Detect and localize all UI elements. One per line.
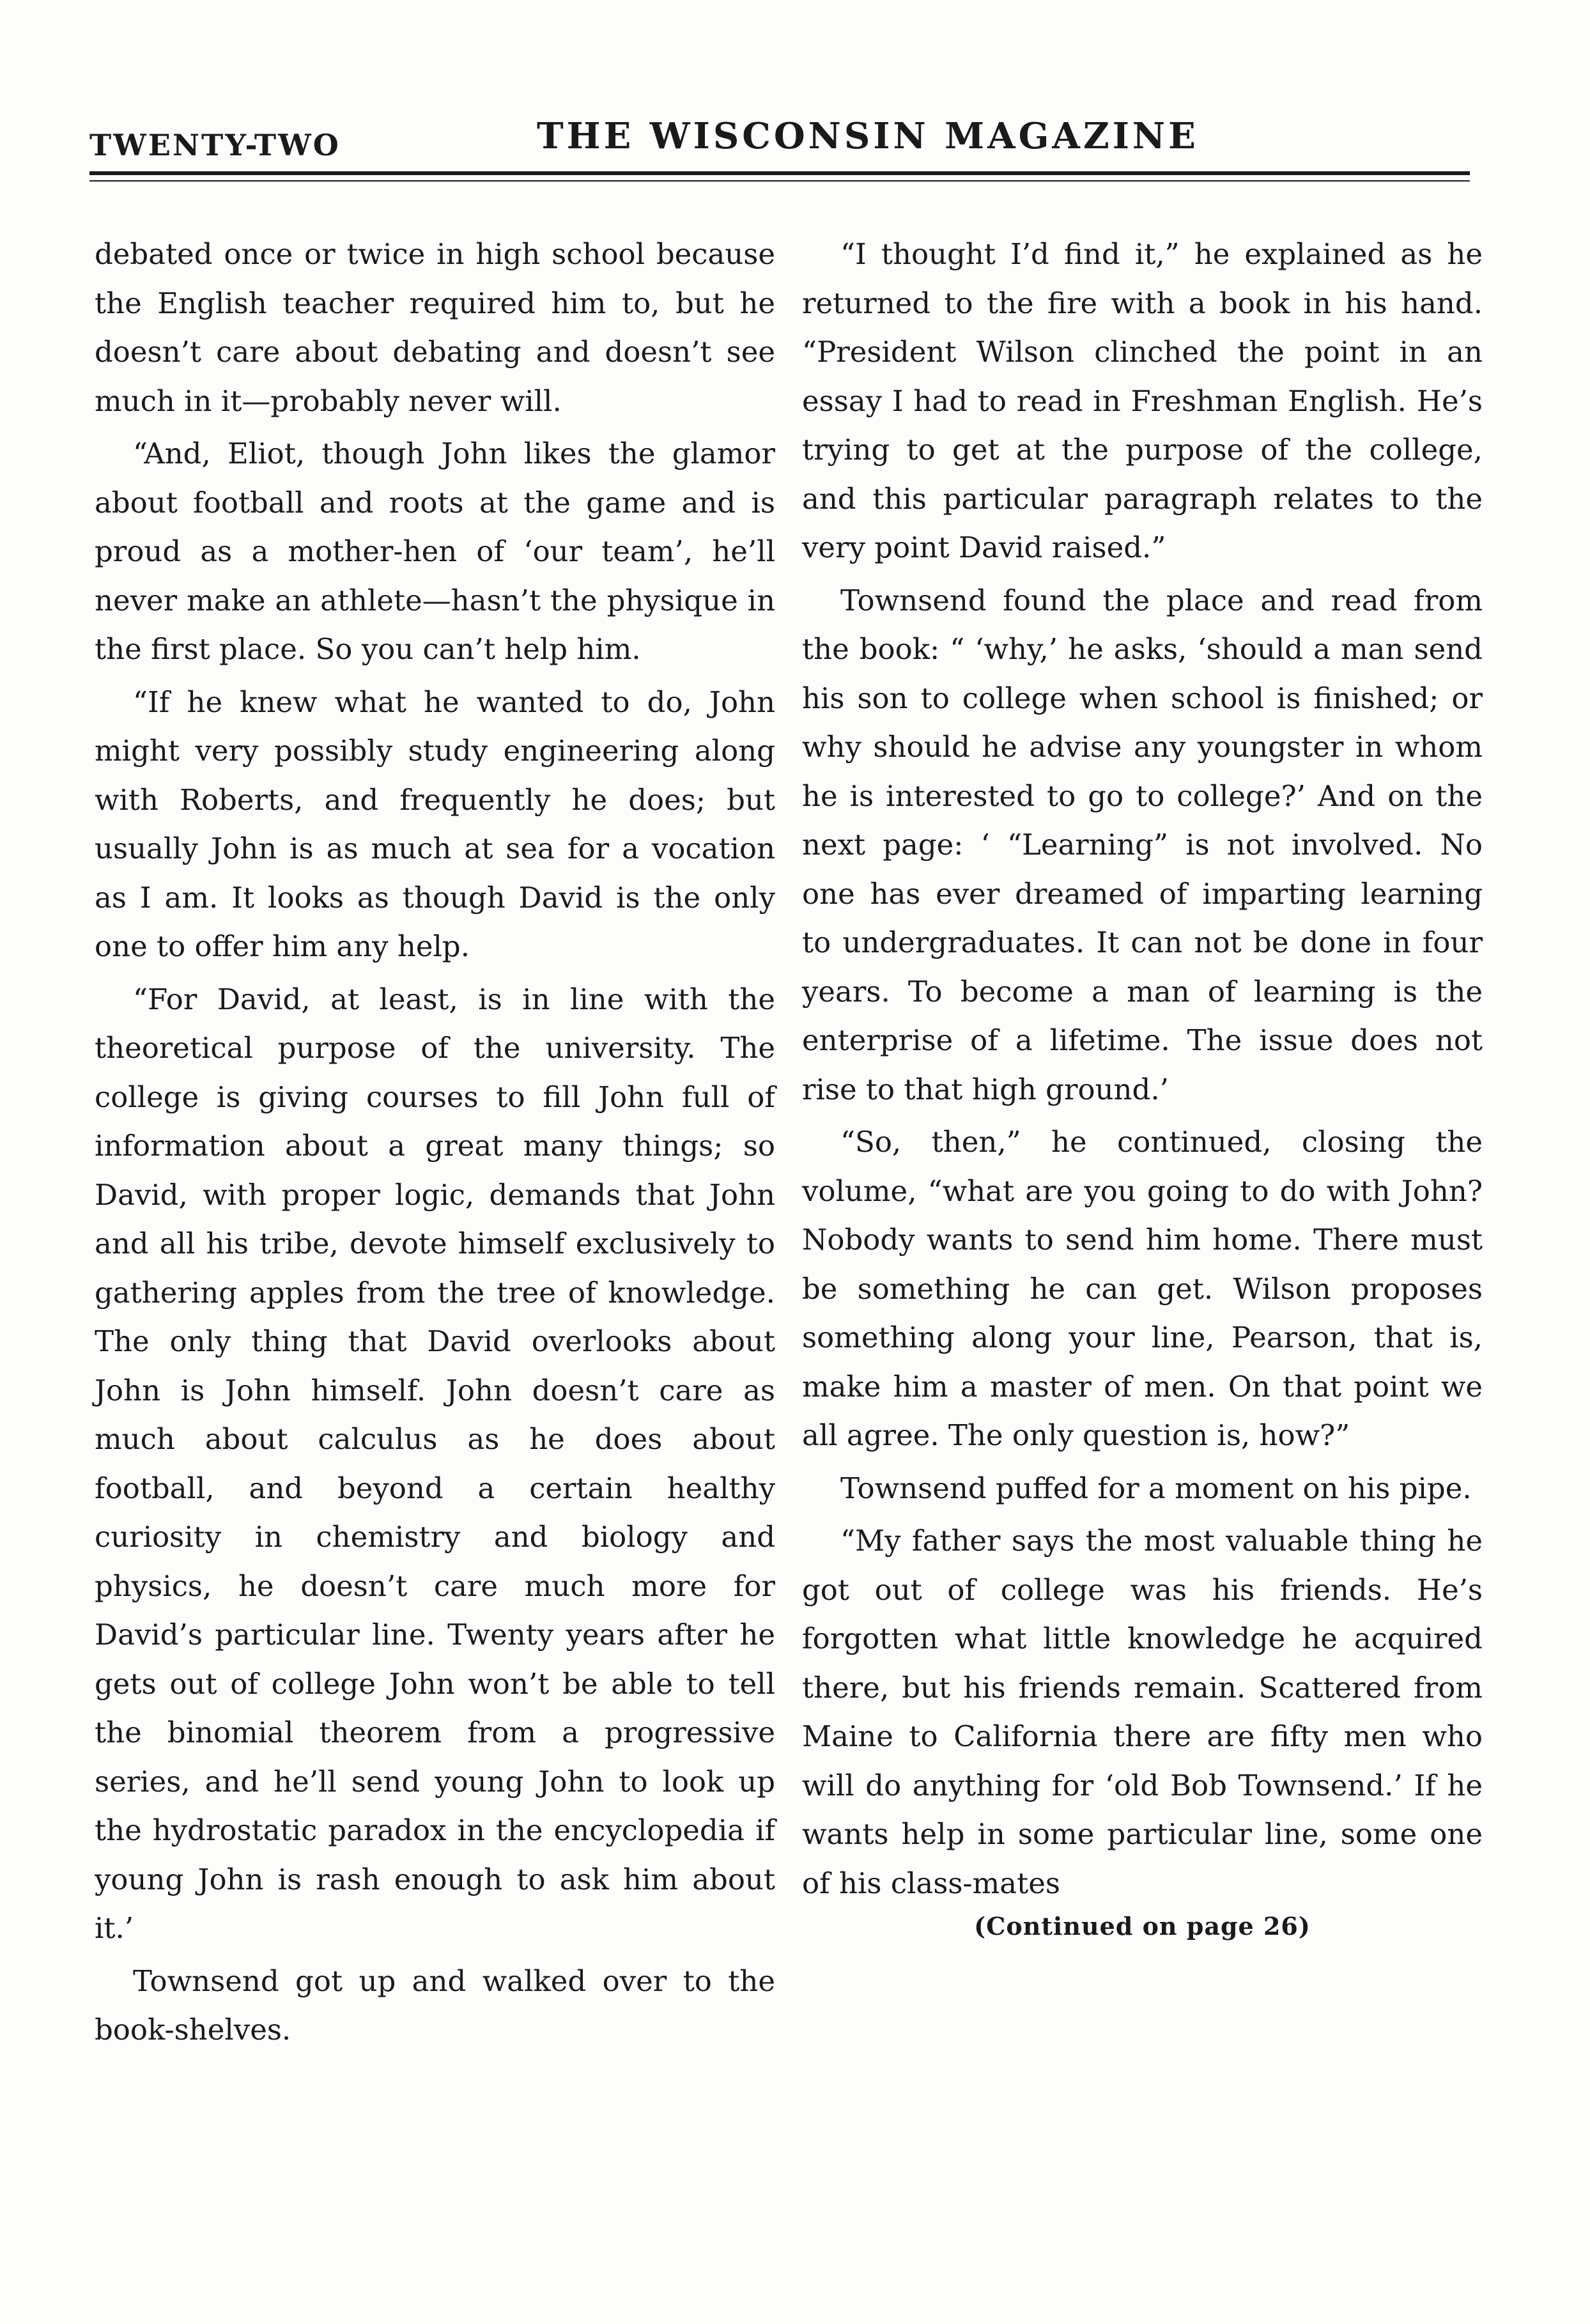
running-head <box>89 109 1470 166</box>
paragraph: “If he knew what he wanted to do, John might very possibly study engineering along with Roberts, and frequently he does; but usually John is as much at sea for a vocation as I am. It looks as though David is the only one to offer him any help. <box>95 685 775 963</box>
paragraph: “So, then,” he continued, closing the volume, “what are you going to do with John? Nobody wants to send him home. There must be something he can get. Wilson proposes something along your line, Pearson, that is, make him a master of men. On that point we all agree. The only question is, how?” <box>802 1125 1483 1452</box>
paragraph: “My father says the most valuable thing he got out of college was his friends. He’s forgotten what little knowledge he acquired there, but his friends remain. Scattered from Maine to California there are fifty men who will do anything for ‘old Bob Townsend.’ If he wants help in some particular line, some one of his class-mates <box>802 1524 1483 1900</box>
paragraph: Townsend puffed for a moment on his pipe. <box>840 1471 1472 1505</box>
paragraph: Townsend got up and walked over to the book-shelves. <box>95 1964 775 2047</box>
header-rule-thin <box>89 180 1470 182</box>
paragraph: “For David, at least, is in line with the theoretical purpose of the university. The college is giving courses to fill John full of information about a great many things; so David, with proper logic, demands that John and all his tribe, devote himself exclusively to gathering apples from the tree of knowledge. The only thing that David overlooks about John is John himself. John doesn’t care as much about calculus as he does about football, and beyond a certain healthy curiosity in chemistry and biology and physics, he doesn’t care much more for David’s particular line. Twenty years after he gets out of college John won’t be able to tell the binomial theorem from a progressive series, and he’ll send young John to look up the hydrostatic paradox in the encyclopedia if young John is rash enough to ask him about it.’ <box>95 982 775 1945</box>
header-rule-thick <box>89 171 1470 175</box>
page-number-label: TWENTY-TWO <box>89 128 341 162</box>
paragraph: “I thought I’d find it,” he explained as he returned to the fire with a book in his hand. “President Wilson clinched the point in an essay I had to read in Freshman English. He’s trying to get at the purpose of the college, and this particular paragraph relates to the very point David raised.” <box>802 237 1483 564</box>
magazine-title: THE WISCONSIN MAGAZINE <box>537 115 1199 157</box>
paragraph: “And, Eliot, though John likes the glamor about football and roots at the game and is proud as a mother-hen of ‘our team’, he’ll never make an athlete—hasn’t the physique in the first place. So you can’t help him. <box>95 437 775 666</box>
paragraph: debated once or twice in high school because the English teacher required him to, but he doesn’t care about debating and doesn’t see much in it—probably never will. <box>95 237 775 418</box>
paragraph: Townsend found the place and read from the book: “ ‘why,’ he asks, ‘should a man send his son to college when school is finished; or why should he advise any youngster in whom he is interested to go to college?’ And on the next page: ‘ “Learning” is not involved. No one has ever dreamed of imparting learning to undergraduates. It can not be done in four years. To become a man of learning is the enterprise of a lifetime. The issue does not rise to that high ground.’ <box>802 583 1483 1106</box>
continued-note: (Continued on page 26) <box>974 1912 1311 1941</box>
left-column <box>95 230 775 2059</box>
right-column <box>802 230 1483 1941</box>
